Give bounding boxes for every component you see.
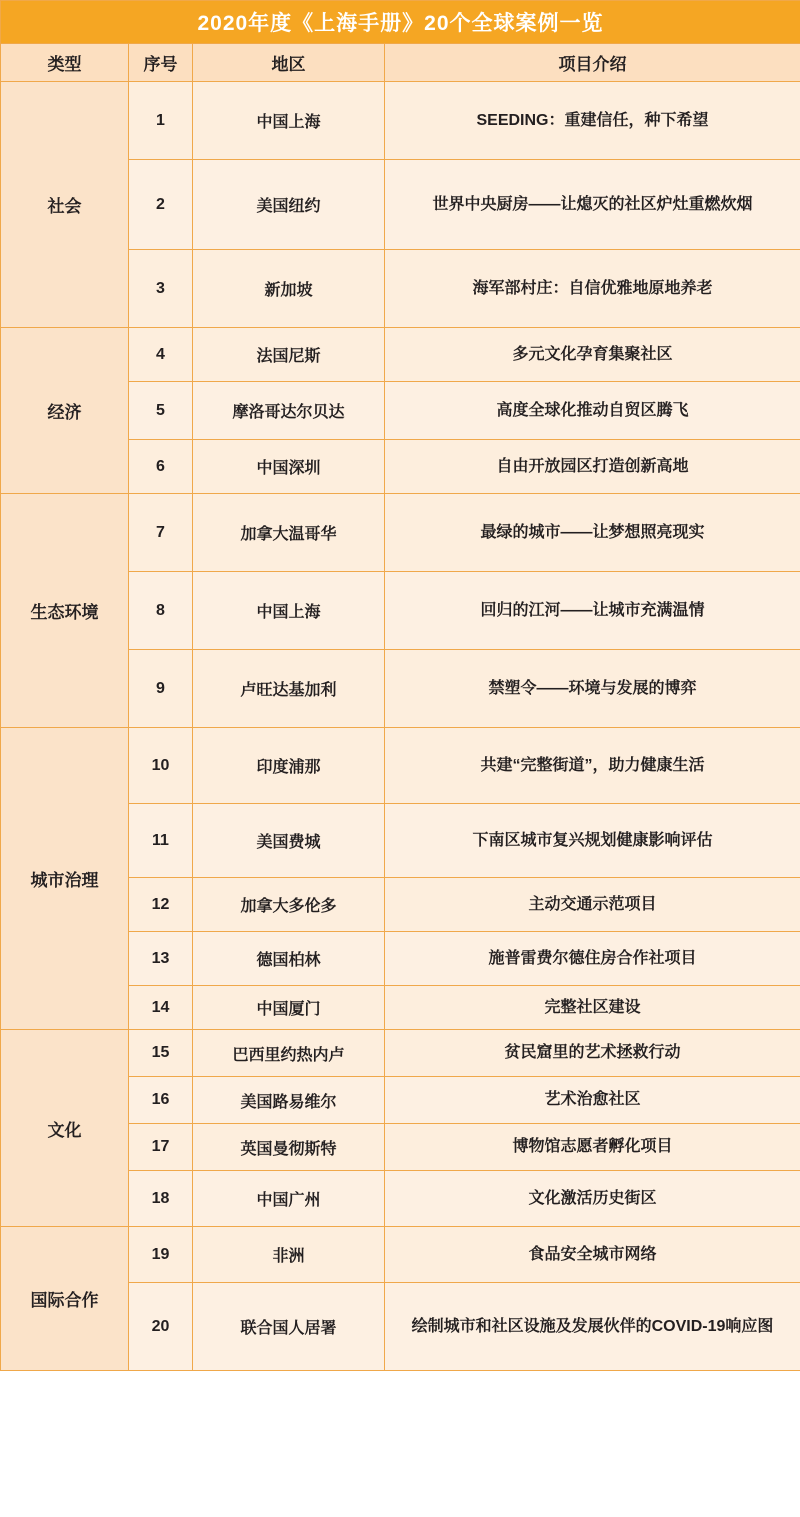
row-index: 9 [129, 650, 193, 728]
row-description: 海军部村庄：自信优雅地原地养老 [385, 250, 800, 328]
category-label-economy: 经济 [1, 328, 129, 494]
row-description: 艺术治愈社区 [385, 1077, 800, 1124]
category-label-culture: 文化 [1, 1030, 129, 1227]
table-row [1, 1227, 800, 1283]
row-description: 食品安全城市网络 [385, 1227, 800, 1283]
table-row [1, 82, 800, 160]
column-header-region: 地区 [193, 44, 385, 82]
row-index: 4 [129, 328, 193, 382]
row-description: 博物馆志愿者孵化项目 [385, 1124, 800, 1171]
row-region: 非洲 [193, 1227, 385, 1283]
category-label-ecology: 生态环境 [1, 494, 129, 728]
table-row [1, 494, 800, 572]
row-index: 10 [129, 728, 193, 804]
row-region: 中国上海 [193, 572, 385, 650]
row-region: 美国纽约 [193, 160, 385, 250]
column-header-description: 项目介绍 [385, 44, 800, 82]
row-index: 14 [129, 986, 193, 1030]
row-description: 世界中央厨房——让熄灭的社区炉灶重燃炊烟 [385, 160, 800, 250]
row-index: 8 [129, 572, 193, 650]
row-index: 13 [129, 932, 193, 986]
row-description: 施普雷费尔德住房合作社项目 [385, 932, 800, 986]
row-index: 20 [129, 1283, 193, 1371]
category-label-international-cooperation: 国际合作 [1, 1227, 129, 1371]
table-row [1, 728, 800, 804]
row-index: 3 [129, 250, 193, 328]
header-row [1, 44, 800, 82]
row-description: 完整社区建设 [385, 986, 800, 1030]
row-index: 19 [129, 1227, 193, 1283]
row-description: 文化激活历史街区 [385, 1171, 800, 1227]
row-description: 回归的江河——让城市充满温情 [385, 572, 800, 650]
category-label-urban-governance: 城市治理 [1, 728, 129, 1030]
row-region: 联合国人居署 [193, 1283, 385, 1371]
row-region: 美国费城 [193, 804, 385, 878]
table-body [1, 1, 800, 1371]
row-region: 英国曼彻斯特 [193, 1124, 385, 1171]
row-region: 德国柏林 [193, 932, 385, 986]
row-description: 下南区城市复兴规划健康影响评估 [385, 804, 800, 878]
row-region: 中国厦门 [193, 986, 385, 1030]
row-index: 16 [129, 1077, 193, 1124]
page-title: 2020年度《上海手册》20个全球案例一览 [1, 1, 800, 44]
row-index: 18 [129, 1171, 193, 1227]
row-index: 5 [129, 382, 193, 440]
row-region: 中国深圳 [193, 440, 385, 494]
row-description: 绘制城市和社区设施及发展伙伴的COVID-19响应图 [385, 1283, 800, 1371]
row-description: SEEDING：重建信任，种下希望 [385, 82, 800, 160]
row-region: 印度浦那 [193, 728, 385, 804]
row-region: 中国上海 [193, 82, 385, 160]
row-index: 11 [129, 804, 193, 878]
row-region: 中国广州 [193, 1171, 385, 1227]
row-index: 1 [129, 82, 193, 160]
category-label-society: 社会 [1, 82, 129, 328]
table-row [1, 328, 800, 382]
row-description: 自由开放园区打造创新高地 [385, 440, 800, 494]
row-description: 最绿的城市——让梦想照亮现实 [385, 494, 800, 572]
row-description: 共建“完整街道”，助力健康生活 [385, 728, 800, 804]
row-description: 多元文化孕育集聚社区 [385, 328, 800, 382]
row-region: 新加坡 [193, 250, 385, 328]
row-index: 17 [129, 1124, 193, 1171]
row-region: 美国路易维尔 [193, 1077, 385, 1124]
row-index: 15 [129, 1030, 193, 1077]
title-row [1, 1, 800, 44]
row-index: 12 [129, 878, 193, 932]
column-header-index: 序号 [129, 44, 193, 82]
row-index: 2 [129, 160, 193, 250]
row-region: 摩洛哥达尔贝达 [193, 382, 385, 440]
table-row [1, 1030, 800, 1077]
row-index: 6 [129, 440, 193, 494]
row-region: 加拿大多伦多 [193, 878, 385, 932]
row-region: 法国尼斯 [193, 328, 385, 382]
row-region: 卢旺达基加利 [193, 650, 385, 728]
row-description: 高度全球化推动自贸区腾飞 [385, 382, 800, 440]
row-description: 主动交通示范项目 [385, 878, 800, 932]
row-description: 禁塑令——环境与发展的博弈 [385, 650, 800, 728]
column-header-category: 类型 [1, 44, 129, 82]
row-region: 加拿大温哥华 [193, 494, 385, 572]
row-region: 巴西里约热内卢 [193, 1030, 385, 1077]
row-description: 贫民窟里的艺术拯救行动 [385, 1030, 800, 1077]
row-index: 7 [129, 494, 193, 572]
